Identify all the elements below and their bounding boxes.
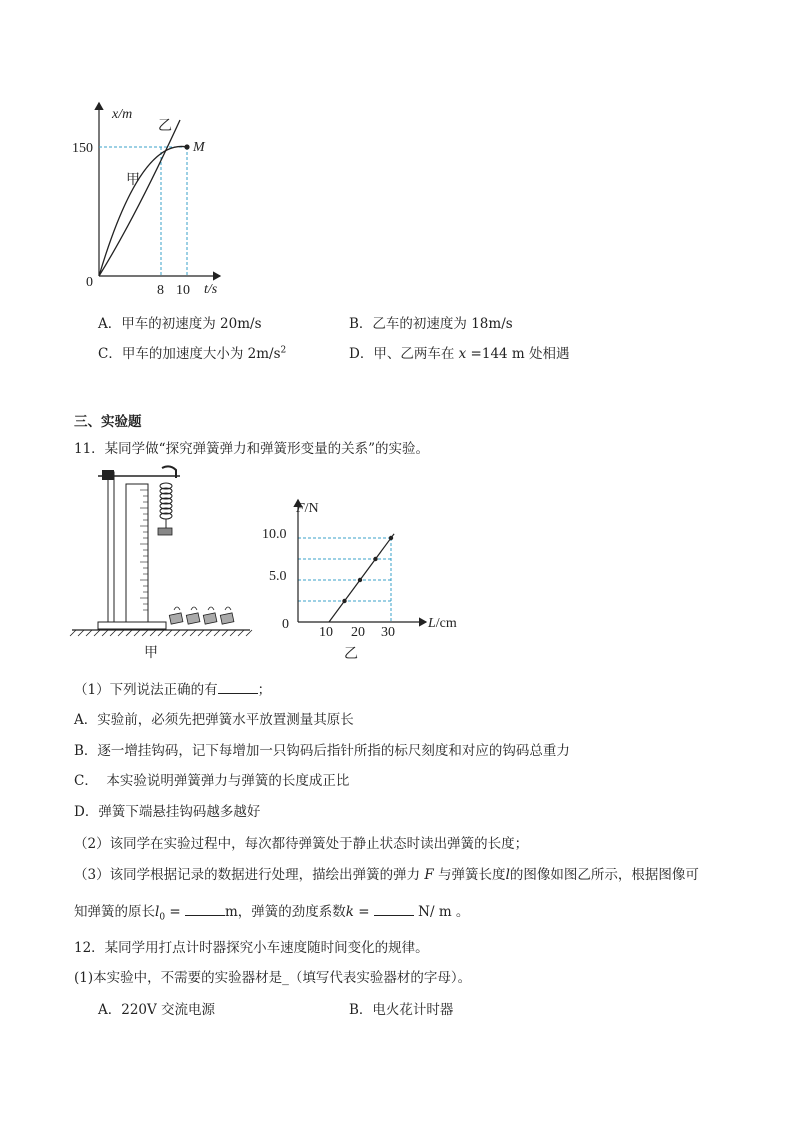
q11-option-b: B．逐一增挂钩码，记下每增加一只钩码后指针所指的标尺刻度和对应的钩码总重力 — [74, 743, 570, 759]
q11-part2: （2）该同学在实验过程中，每次都待弹簧处于静止状态时读出弹簧的长度； — [74, 836, 529, 852]
xt-y-tick-150: 150 — [72, 141, 93, 156]
curve-jia-label: 甲 — [126, 173, 140, 188]
q12-part1: (1)本实验中，不需要的实验器材是_（填写代表实验器材的字母）。 — [74, 970, 472, 986]
q11-part3-line2: 知弹簧的原长$l_0 = m$，弹簧的劲度系数k = N/ m 。 — [74, 904, 470, 923]
fl-x-tick-30: 30 — [381, 625, 395, 640]
q11-option-a: A．实验前，必须先把弹簧水平放置测量其原长 — [74, 712, 354, 728]
fl-data-point-2 — [373, 557, 377, 561]
answer-blank-1[interactable] — [218, 680, 258, 694]
xt-x-label: t/s — [204, 282, 218, 297]
spring — [160, 483, 172, 519]
fl-y-tick-5: 5.0 — [269, 569, 287, 584]
fl-y-tick-0: 0 — [282, 617, 289, 632]
fl-x-tick-10: 10 — [319, 625, 333, 640]
fl-data-point-1 — [358, 578, 362, 582]
fl-x-label: L/cm — [428, 616, 457, 631]
q10-option-a: A．甲车的初速度为 20m/s — [98, 316, 262, 332]
fl-data-point-0 — [342, 599, 346, 603]
q12-stem: 12．某同学用打点计时器探究小车速度随时间变化的规律。 — [74, 940, 429, 956]
q10-option-b: B．乙车的初速度为 18m/s — [349, 316, 513, 332]
curve-yi-label: 乙 — [158, 119, 172, 134]
q11-stem: 11．某同学做“探究弹簧弹力和弹簧形变量的关系”的实验。 — [74, 441, 429, 457]
fl-y-tick-10: 10.0 — [262, 527, 287, 542]
xt-graph — [72, 98, 240, 298]
hook-weights — [169, 607, 234, 624]
q11-option-c: C． 本实验说明弹簧弹力与弹簧的长度成正比 — [74, 773, 350, 789]
q10-option-d: D．甲、乙两车在 x =144 m 处相遇 — [349, 346, 570, 362]
fig-yi-caption: 乙 — [344, 647, 358, 662]
q11-part3-line1: （3）该同学根据记录的数据进行处理，描绘出弹簧的弹力 F 与弹簧长度l的图像如图乙所示，根据图像可 — [74, 867, 699, 883]
point-m — [184, 144, 189, 149]
curve-jia — [99, 146, 187, 276]
q12-option-a: A．220V 交流电源 — [98, 1002, 216, 1018]
xt-y-label: x/m — [112, 107, 133, 122]
q12-option-b: B．电火花计时器 — [349, 1002, 454, 1018]
q11-option-d: D．弹簧下端悬挂钩码越多越好 — [74, 804, 261, 820]
spring-apparatus-figure — [70, 464, 260, 664]
xt-x-tick-8: 8 — [157, 283, 164, 298]
xt-origin: 0 — [86, 275, 93, 290]
fl-data-line — [329, 534, 394, 622]
force-length-chart — [262, 494, 472, 666]
xt-x-tick-10: 10 — [176, 283, 190, 298]
fl-y-label: F/N — [296, 501, 319, 516]
answer-blank-l0[interactable] — [185, 902, 225, 916]
point-m-label: M — [193, 140, 205, 155]
answer-blank-k[interactable] — [374, 902, 414, 916]
fl-data-point-3 — [389, 536, 393, 540]
curve-yi — [99, 120, 180, 276]
fig-jia-caption: 甲 — [144, 646, 158, 661]
section-title: 三、实验题 — [74, 414, 142, 430]
fl-x-tick-20: 20 — [351, 625, 365, 640]
q11-part1: （1）下列说法正确的有 ； — [74, 682, 272, 698]
q10-option-c: C．甲车的加速度大小为 $2m/s^2$ — [98, 345, 287, 362]
